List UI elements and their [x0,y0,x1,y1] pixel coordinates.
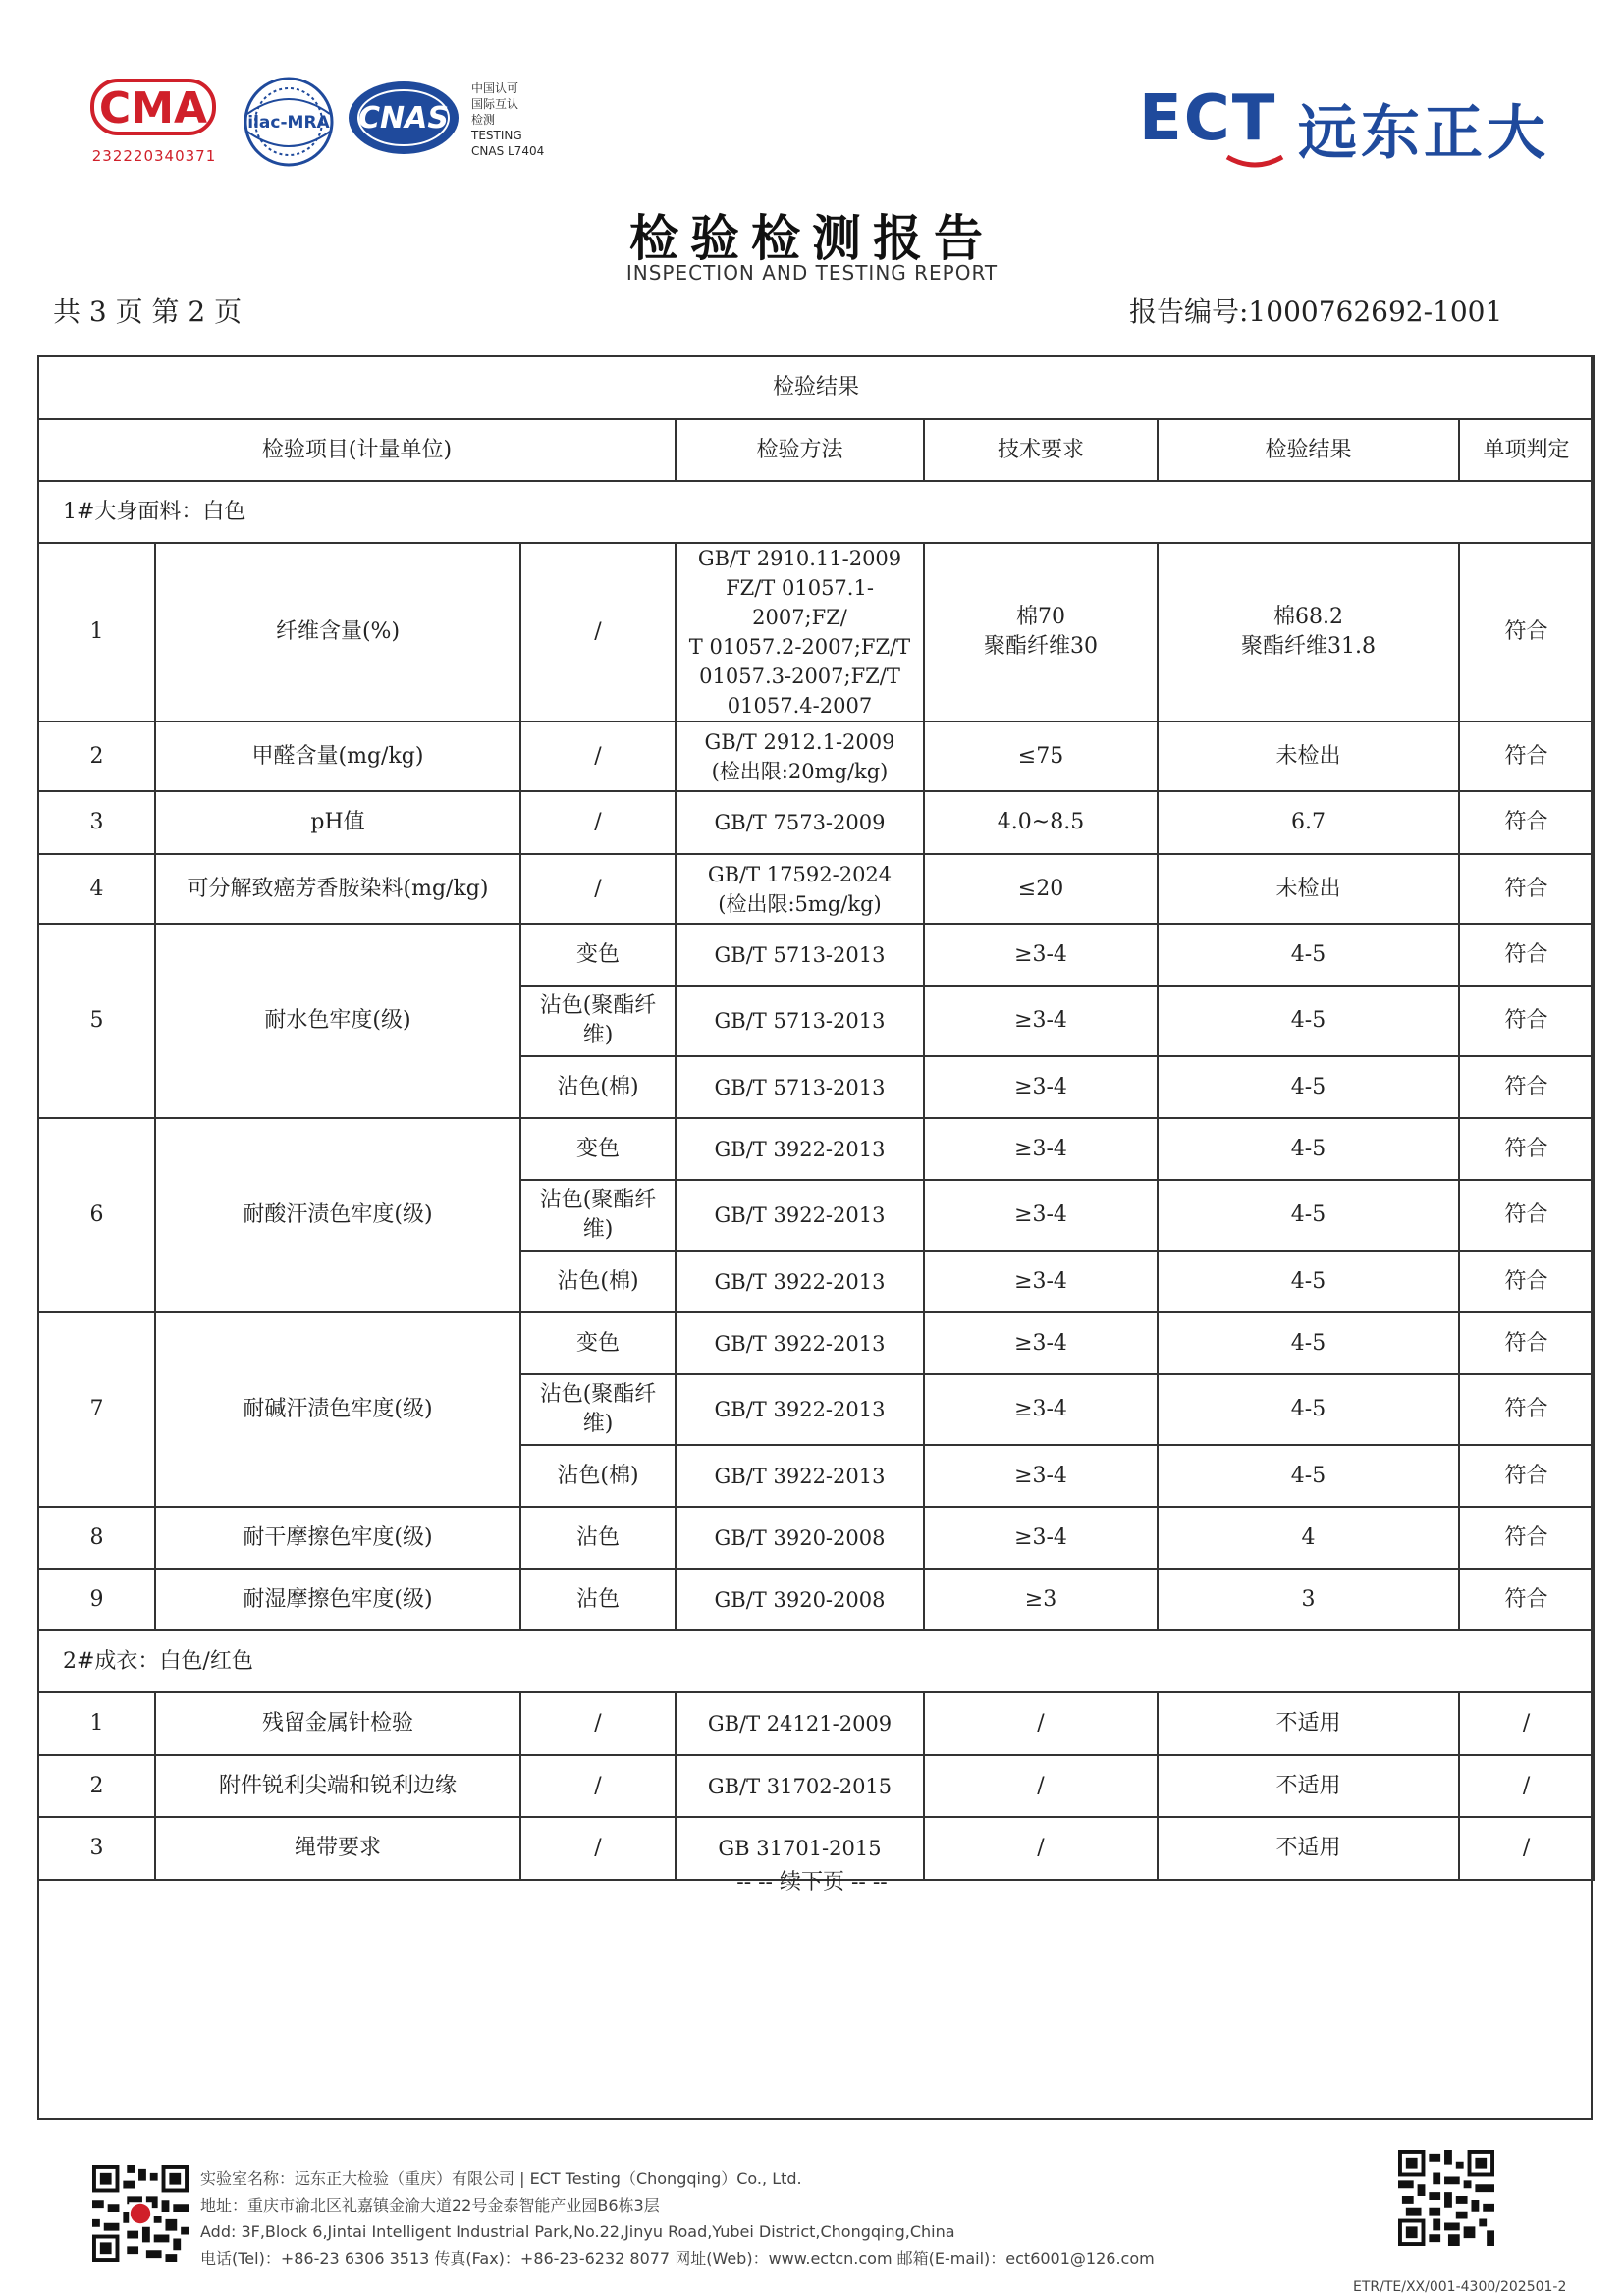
row-item: 附件锐利尖端和锐利边缘 [155,1755,520,1817]
header-method: 检验方法 [676,419,924,481]
group-label-row [38,1630,1594,1692]
row-result: 不适用 [1158,1755,1459,1817]
footer-contact: 电话(Tel)：+86-23 6306 3513 传真(Fax)：+86-23-6232 8077 网址(Web)：www.ectcn.com 邮箱(E-mail)：ect6001@126.com [200,2249,1155,2268]
header-verdict: 单项判定 [1459,419,1594,481]
ect-brand-chinese: 远东正大 [1298,99,1549,168]
table-row [38,1755,1594,1817]
row-verdict: 符合 [1459,854,1594,924]
row-requirement: / [924,1692,1158,1755]
row-method: GB/T 3922-2013 [676,1312,924,1374]
row-subitem: / [520,721,676,791]
table-section-title-row [38,356,1594,419]
row-item: 耐水色牢度(级) [155,924,520,1118]
table-row [38,1692,1594,1755]
method-line: (检出限:5mg/kg) [718,891,882,916]
row-result: 4-5 [1158,1374,1459,1445]
row-result [1158,543,1459,721]
header-result: 检验结果 [1158,419,1459,481]
row-method: GB/T 5713-2013 [676,1056,924,1118]
table-row [38,854,1594,924]
row-item: 绳带要求 [155,1817,520,1880]
row-requirement: ≥3-4 [924,1118,1158,1180]
subitem-line: 维) [582,1217,614,1242]
cnas-mark-text: CNAS [358,101,449,135]
table-row [38,543,1594,721]
row-subitem: 沾色 [520,1569,676,1630]
subitem-line: 沾色(聚酯纤 [539,993,657,1018]
row-requirement: ≥3-4 [924,1312,1158,1374]
row-subitem: 沾色 [520,1507,676,1569]
row-method [676,543,924,721]
method-line: 01057.3-2007;FZ/T [699,665,900,688]
row-method: GB/T 7573-2009 [676,791,924,854]
row-requirement: ≤20 [924,854,1158,924]
row-method: GB/T 5713-2013 [676,924,924,986]
row-requirement: / [924,1817,1158,1880]
row-subitem: / [520,543,676,721]
row-subitem: / [520,1817,676,1880]
group2-label: 2#成衣：白色/红色 [38,1630,1594,1692]
row-result: 4-5 [1158,1118,1459,1180]
footer-address-en: Add: 3F,Block 6,Jintai Intelligent Industrial Park,No.22,Jinyu Road,Yubei District,Chongqing,China [200,2222,955,2241]
table-row [38,1569,1594,1630]
table-row [38,721,1594,791]
row-subitem [520,986,676,1056]
row-result: 6.7 [1158,791,1459,854]
row-subitem: / [520,854,676,924]
row-number: 3 [38,1817,155,1880]
row-verdict: 符合 [1459,1251,1594,1312]
row-subitem: 沾色(棉) [520,1445,676,1507]
row-requirement: ≥3-4 [924,1445,1158,1507]
qr-code-icon [1398,2150,1494,2246]
subitem-line: 沾色(聚酯纤 [539,1188,657,1212]
page-count: 共 3 页 第 2 页 [53,295,243,328]
cnas-text-line: 国际互认 [471,97,519,111]
cma-mark-graphic [90,79,216,135]
row-method: GB/T 3920-2008 [676,1507,924,1569]
row-verdict: 符合 [1459,543,1594,721]
continued-note: -- -- 续下页 -- -- [736,1870,888,1895]
row-verdict: 符合 [1459,1374,1594,1445]
row-verdict: / [1459,1817,1594,1880]
row-subitem: / [520,1755,676,1817]
subitem-line: 维) [582,1023,614,1047]
cnas-accreditation-text [471,80,579,159]
group-label-row [38,481,1594,543]
row-method: GB/T 31702-2015 [676,1755,924,1817]
table-header-row [38,419,1594,481]
row-item: 甲醛含量(mg/kg) [155,721,520,791]
method-line: 01057.4-2007 [727,694,873,718]
cnas-logo [346,79,461,157]
row-requirement: ≥3-4 [924,1180,1158,1251]
row-verdict: 符合 [1459,1445,1594,1507]
row-number: 3 [38,791,155,854]
row-subitem: 沾色(棉) [520,1251,676,1312]
row-requirement: ≥3 [924,1569,1158,1630]
table-row [38,1312,1594,1374]
row-number: 6 [38,1118,155,1312]
row-item: 耐碱汗渍色牢度(级) [155,1312,520,1507]
row-verdict: 符合 [1459,1118,1594,1180]
row-subitem: 变色 [520,1118,676,1180]
table-row [38,1507,1594,1569]
row-number: 7 [38,1312,155,1507]
cnas-text-line: TESTING [471,129,522,142]
table-row [38,1118,1594,1180]
ilac-mra-logo [240,75,338,169]
table-row [38,791,1594,854]
subitem-line: 维) [582,1412,614,1436]
row-result: 3 [1158,1569,1459,1630]
row-result: 4-5 [1158,1251,1459,1312]
row-result: 不适用 [1158,1817,1459,1880]
row-method: GB/T 24121-2009 [676,1692,924,1755]
row-verdict: / [1459,1755,1594,1817]
row-verdict: 符合 [1459,721,1594,791]
ect-brand-latin: ECT [1139,82,1277,155]
row-method: GB/T 3920-2008 [676,1569,924,1630]
row-requirement: 4.0~8.5 [924,791,1158,854]
row-method: GB/T 5713-2013 [676,986,924,1056]
row-verdict: 符合 [1459,1507,1594,1569]
row-subitem: 变色 [520,1312,676,1374]
row-requirement [924,543,1158,721]
row-subitem [520,1180,676,1251]
report-subtitle: INSPECTION AND TESTING REPORT [625,261,999,285]
row-result: 4-5 [1158,1056,1459,1118]
qr-code-icon [92,2165,189,2262]
method-line: GB/T 2912.1-2009 [704,729,895,754]
method-line: T 01057.2-2007;FZ/T [688,635,911,659]
cma-logo [90,79,218,167]
form-code: ETR/TE/XX/001-4300/202501-2 [1353,2279,1567,2295]
row-result: 4-5 [1158,924,1459,986]
row-requirement: ≥3-4 [924,986,1158,1056]
row-requirement: ≥3-4 [924,1374,1158,1445]
section-title: 检验结果 [38,356,1594,419]
requirement-line: 聚酯纤维30 [984,634,1098,659]
row-verdict: 符合 [1459,1312,1594,1374]
row-result: 4-5 [1158,986,1459,1056]
row-result: 不适用 [1158,1692,1459,1755]
row-result: 4 [1158,1507,1459,1569]
row-method: GB/T 3922-2013 [676,1251,924,1312]
row-item: 耐酸汗渍色牢度(级) [155,1118,520,1312]
row-method [676,721,924,791]
row-requirement: ≥3-4 [924,1507,1158,1569]
report-number: 报告编号:1000762692-1001 [1129,295,1503,328]
row-result: 未检出 [1158,721,1459,791]
row-subitem [520,1374,676,1445]
row-subitem: / [520,1692,676,1755]
row-method [676,854,924,924]
result-line: 棉68.2 [1273,605,1343,629]
row-requirement: ≤75 [924,721,1158,791]
row-verdict: 符合 [1459,986,1594,1056]
row-method: GB/T 3922-2013 [676,1118,924,1180]
ect-brand-logo [1139,82,1551,171]
row-method: GB/T 3922-2013 [676,1445,924,1507]
row-number: 4 [38,854,155,924]
row-number: 5 [38,924,155,1118]
cnas-text-line: 检测 [471,113,496,127]
footer-lab-name: 实验室名称：远东正大检验（重庆）有限公司 | ECT Testing（Chongqing）Co., Ltd. [200,2169,802,2188]
row-subitem: / [520,791,676,854]
row-method: GB/T 3922-2013 [676,1374,924,1445]
results-table [37,355,1595,1881]
row-item: 纤维含量(%) [155,543,520,721]
cnas-text-line: 中国认可 [471,81,519,95]
row-number: 1 [38,543,155,721]
table-row [38,924,1594,986]
header-item: 检验项目(计量单位) [38,419,676,481]
cma-number: 232220340371 [91,147,217,165]
row-number: 9 [38,1569,155,1630]
row-item: 可分解致癌芳香胺染料(mg/kg) [155,854,520,924]
ect-swoosh-graphic [1225,153,1284,171]
cma-mark-text: CMA [98,83,208,133]
ilac-mark-text: ilac-MRA [247,113,330,133]
row-requirement: ≥3-4 [924,1056,1158,1118]
row-number: 2 [38,1755,155,1817]
footer-address-cn: 地址：重庆市渝北区礼嘉镇金渝大道22号金泰智能产业园B6栋3层 [200,2196,660,2215]
row-verdict: 符合 [1459,791,1594,854]
row-item: 耐干摩擦色牢度(级) [155,1507,520,1569]
row-result: 未检出 [1158,854,1459,924]
row-verdict: 符合 [1459,1180,1594,1251]
row-verdict: 符合 [1459,1056,1594,1118]
group1-label: 1#大身面料：白色 [38,481,1594,543]
row-subitem: 沾色(棉) [520,1056,676,1118]
row-method: GB 31701-2015 [676,1817,924,1880]
report-title: 检验检测报告 [629,210,995,267]
row-subitem: 变色 [520,924,676,986]
row-item: 耐湿摩擦色牢度(级) [155,1569,520,1630]
row-result: 4-5 [1158,1445,1459,1507]
row-verdict: / [1459,1692,1594,1755]
row-number: 8 [38,1507,155,1569]
row-method: GB/T 3922-2013 [676,1180,924,1251]
footer-contact-info [200,2165,1280,2271]
row-requirement: / [924,1755,1158,1817]
row-result: 4-5 [1158,1180,1459,1251]
row-verdict: 符合 [1459,1569,1594,1630]
requirement-line: 棉70 [1016,605,1065,629]
result-line: 聚酯纤维31.8 [1241,634,1376,659]
method-line: (检出限:20mg/kg) [711,759,889,783]
row-result: 4-5 [1158,1312,1459,1374]
row-number: 2 [38,721,155,791]
method-line: GB/T 17592-2024 [707,862,893,886]
row-verdict: 符合 [1459,924,1594,986]
row-item: 残留金属针检验 [155,1692,520,1755]
row-item: pH值 [155,791,520,854]
cnas-text-line: CNAS L7404 [471,144,545,158]
method-line: GB/T 2910.11-2009 [697,547,902,570]
header-requirement: 技术要求 [924,419,1158,481]
row-requirement: ≥3-4 [924,924,1158,986]
row-number: 1 [38,1692,155,1755]
subitem-line: 沾色(聚酯纤 [539,1382,657,1407]
row-requirement: ≥3-4 [924,1251,1158,1312]
method-line: FZ/T 01057.1-2007;FZ/ [726,576,874,629]
